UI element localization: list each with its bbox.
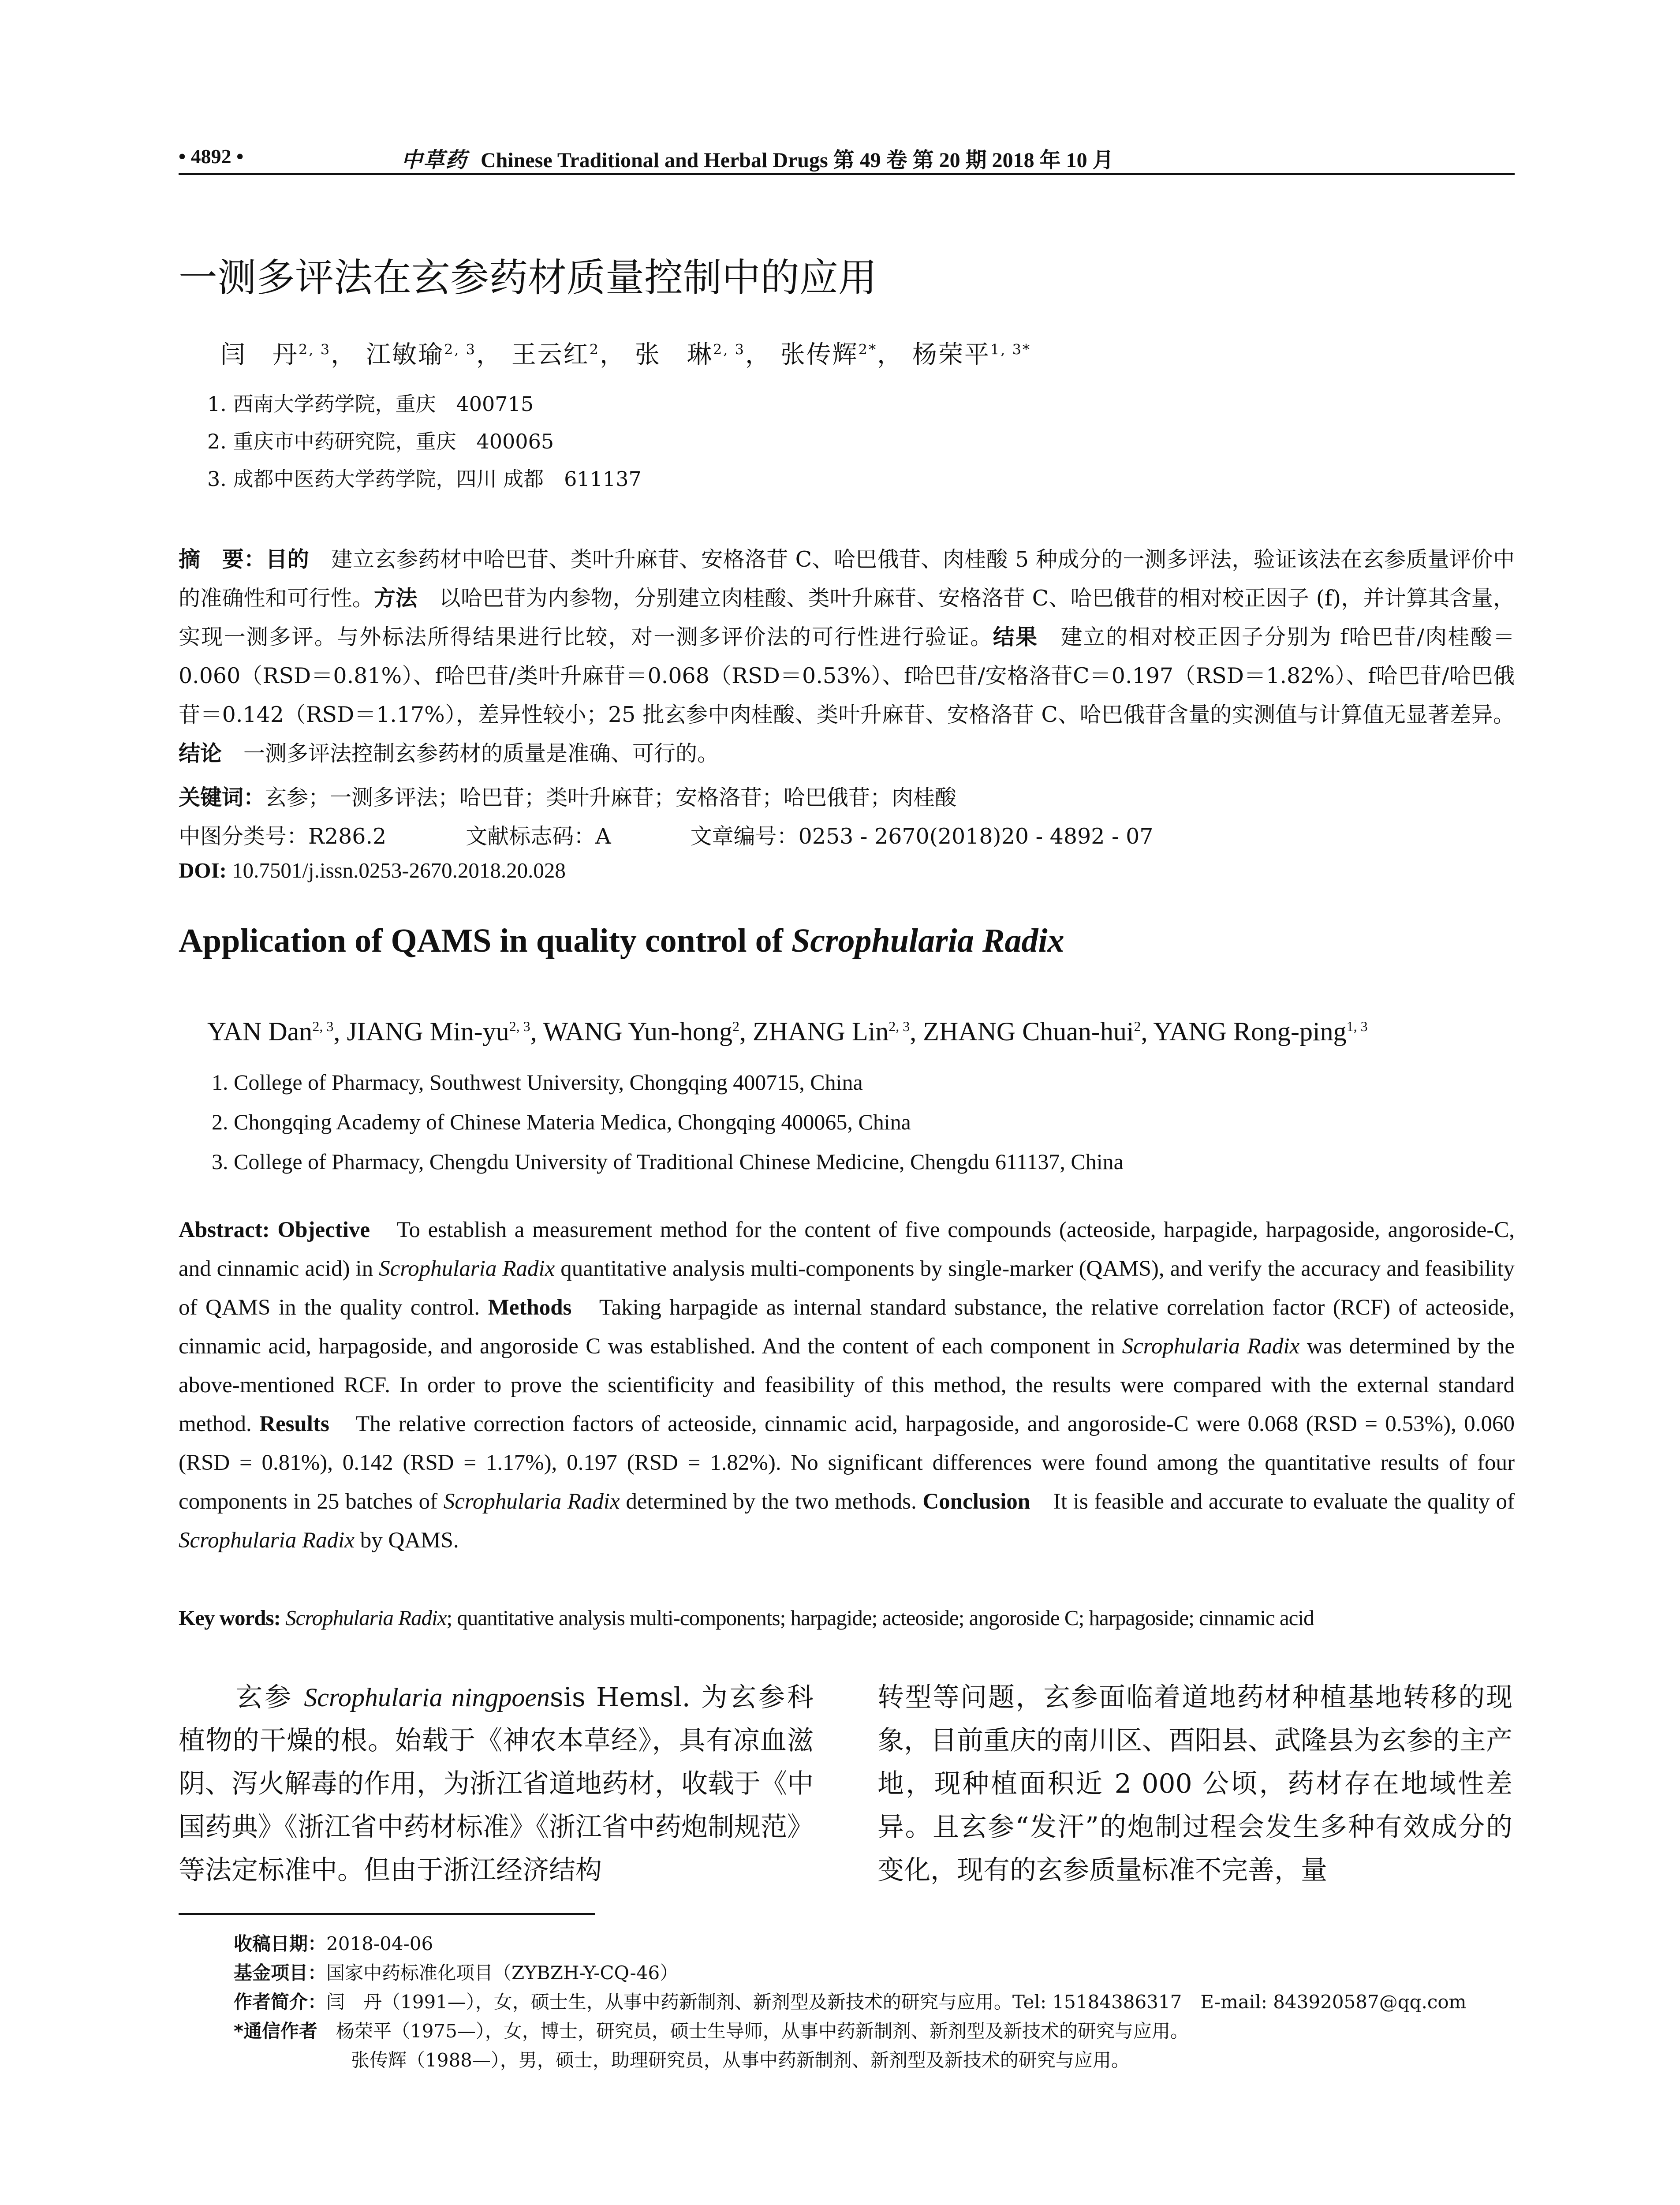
author-affiliation-mark: 1, 3 [1346,1018,1368,1034]
keywords-label: 关键词： [179,785,265,810]
journal-logo: 中草药 [401,148,468,172]
header-rule [179,173,1515,175]
english-title [179,922,1064,960]
footnote-value: 2018-04-06 [326,1933,433,1955]
results-text: 建立的相对校正因子分别为 f哈巴苷/肉桂酸＝0.060（RSD＝0.81%）、f哈巴苷/类叶升麻苷＝0.068（RSD＝0.53%）、f哈巴苷/安格洛苷C＝0.197（RSD＝1.82%）、f哈巴苷/哈巴俄苷＝0.142（RSD＝1.17%），差异性较小；25 批玄参中肉桂酸、类叶升麻苷、安格洛苷 C、哈巴俄苷含量的实测值与计算值无显著差异。 [179,624,1515,727]
body-column-right [877,1676,1512,1892]
page-number: • 4892 • [179,145,244,168]
clc-label: 中图分类号： [179,824,309,849]
author-name: 杨荣平 [912,340,990,369]
journal-info-line [401,143,1114,173]
english-keywords [179,1605,1515,1630]
article-no-value: 0253 - 2670(2018)20 - 4892 - 07 [798,824,1154,849]
author-affiliation-mark: 2, 3 [299,341,331,358]
author-name: YAN Dan [207,1017,313,1046]
author-name: 张 琳 [635,340,713,369]
objective-text: 建立玄参药材中哈巴苷、类叶升麻苷、安格洛苷 C、哈巴俄苷、肉桂酸 5 种成分的一测多评法，验证该法在玄参质量评价中的准确性和可行性。 [179,547,1515,611]
chinese-title: 一测多评法在玄参药材质量控制中的应用 [179,255,877,300]
chinese-affiliation: 3. 成都中医药大学药学院，四川 成都 611137 [207,467,642,491]
footnote-label: 基金项目： [234,1962,327,1984]
keywords-text: ; quantitative analysis multi-components; harpagide; acteoside; angoroside C; harpagoside; cinnamic acid [446,1606,1314,1630]
author-affiliation-mark: 2 [589,341,600,358]
article-no-label: 文章编号： [690,824,799,849]
footnote-value: 国家中药标准化项目（ZYBZH-Y-CQ-46） [326,1962,679,1984]
abstract-label: 摘 要： [179,547,266,572]
footnote-label: *通信作者 [234,2020,317,2042]
author-name: ZHANG Chuan-hui [923,1017,1134,1046]
species-name: Scrophularia Radix [179,1528,355,1553]
english-abstract [179,1211,1515,1560]
footnote-rule [179,1913,595,1915]
author-name: WANG Yun-hong [543,1017,732,1046]
author-name: YANG Rong-ping [1153,1017,1347,1046]
methods-text: 以哈巴苷为内参物，分别建立肉桂酸、类叶升麻苷、安格洛苷 C、哈巴俄苷的相对校正因子 (f)，并计算其含量，实现一测多评。与外标法所得结果进行比较，对一测多评价法的可行性进行验证。 [179,586,1515,650]
english-author-list: YAN Dan$^{2, 3}$, JIANG Min-yu$^{2, 3}$, WANG Yun-hong$^2$, ZHANG Lin$^{2, 3}$, ZHANG Chuan-hui$^2$, YANG Rong-ping$^{1, 3}$ [207,1017,1368,1046]
footnote-corresponding-2: 张传辉（1988—），男，硕士，助理研究员，从事中药新制剂、新剂型及新技术的研究与应用。 [351,2049,1130,2071]
author-affiliation-mark: 2, 3 [889,1018,910,1034]
conclusion-text: It is feasible and accurate to evaluate the quality of [1030,1489,1515,1514]
author-affiliation-mark: 2, 3 [713,341,745,358]
author-affiliation-mark: 2 [732,1018,739,1034]
english-affiliation: 2. Chongqing Academy of Chinese Materia Medica, Chongqing 400065, China [212,1110,911,1134]
body-text-cont: sis Hemsl. 为玄参科植物的干燥的根。始载于《神农本草经》，具有凉血滋阴、泻火解毒的作用，为浙江省道地药材，收载于《中国药典》《浙江省中药材标准》《浙江省中药炮制规范》等法定标准中。但由于浙江经济结构 [179,1682,814,1886]
author-name: 闫 丹 [220,340,299,369]
conclusion-label: 结论 [179,741,222,766]
doi-value: 10.7501/j.issn.0253-2670.2018.20.028 [226,858,566,882]
keyword-species: Scrophularia Radix [280,1606,447,1630]
author-affiliation-mark: 2* [858,341,877,358]
author-affiliation-mark: 2, 3 [312,1018,334,1034]
doccode-value: A [595,824,611,849]
author-name: JIANG Min-yu [347,1017,509,1046]
objective-text-cont: quantitative analysis multi-components by single-marker (QAMS), and verify the accuracy and feasibility of QAMS in the quality control. [179,1256,1515,1320]
chinese-abstract [179,540,1515,773]
methods-text-cont: was determined by the above-mentioned RCF. In order to prove the scientificity and feasibility of this method, the results were compared with the external standard method. [179,1334,1515,1436]
english-title-species: Scrophularia Radix [791,922,1064,959]
author-name: 张传辉 [780,340,859,369]
methods-text: Taking harpagide as internal standard substance, the relative correlation factor (RCF) of acteoside, cinnamic acid, harpagoside, and angoroside C was established. And the content of each component in [179,1295,1515,1359]
methods-label: 方法 [374,586,418,611]
doccode-label: 文献标志码： [466,824,596,849]
conclusion-text-cont: by QAMS. [355,1528,459,1553]
author-name: 江敏瑜 [366,340,444,369]
english-affiliation: 1. College of Pharmacy, Southwest University, Chongqing 400715, China [212,1070,863,1095]
footnote-received [234,1929,1521,1958]
footnote-label: 收稿日期： [234,1933,327,1955]
keywords-label: Key words: [179,1606,280,1630]
results-text: The relative correction factors of acteoside, cinnamic acid, harpagoside, and angoroside-C were 0.068 (RSD = 0.53%), 0.060 (RSD = 0.81%), 0.142 (RSD = 1.17%), 0.197 (RSD = 1.82%). No significant differences were found among the quantitative results of four components in 25 batches of [179,1412,1515,1514]
english-title-text: Application of QAMS in quality control of [179,922,791,959]
keywords-text: 玄参；一测多评法；哈巴苷；类叶升麻苷；安格洛苷；哈巴俄苷；肉桂酸 [265,785,957,810]
author-affiliation-mark: 2, 3 [444,341,476,358]
doi-line [179,858,566,883]
footnote-value: 闫 丹（1991—），女，硕士生，从事中药新制剂、新剂型及新技术的研究与应用。Tel: 15184386317 E-mail: 843920587@qq.com [326,1991,1467,2013]
abstract-objective-label: Abstract: Objective [179,1218,370,1242]
journal-info: Chinese Traditional and Herbal Drugs 第 49 卷 第 20 期 2018 年 10 月 [481,149,1114,172]
results-label: Results [259,1412,329,1436]
author-affiliation-mark: 2 [1134,1018,1141,1034]
chinese-author-list: 闫 丹$^{2, 3}$， 江敏瑜$^{2, 3}$， 王云红$^2$， 张 琳$^{2, 3}$， 张传辉$^{2*}$， 杨荣平$^{1, 3*}$ [220,340,1031,369]
author-name: 王云红 [511,340,590,369]
species-name: Scrophularia Radix [379,1256,555,1281]
clc-value: R286.2 [308,824,387,849]
footnotes [234,1929,1521,2075]
results-label: 结果 [993,624,1038,650]
classification-line [179,819,1153,850]
objective-label: 目的 [265,547,310,572]
species-name: Scrophularia ningpoen [304,1683,550,1712]
footnote-value: 杨荣平（1975—），女，博士，研究员，硕士生导师，从事中药新制剂、新剂型及新技术的研究与应用。 [317,2020,1189,2042]
chinese-keywords [179,781,956,811]
english-affiliation: 3. College of Pharmacy, Chengdu University of Traditional Chinese Medicine, Chengdu 611137, China [212,1149,1124,1174]
body-text: 玄参 [236,1682,304,1713]
chinese-affiliation: 1. 西南大学药学院，重庆 400715 [207,392,534,416]
footnote-fund [234,1958,1521,1988]
footnote-corresponding [234,2017,1521,2046]
running-header [179,140,1515,176]
author-affiliation-mark: 1, 3* [990,341,1031,358]
conclusion-text: 一测多评法控制玄参药材的质量是准确、可行的。 [222,741,719,766]
footnote-label: 作者简介： [234,1991,327,2013]
chinese-affiliation: 2. 重庆市中药研究院，重庆 400065 [207,430,554,453]
footnote-bio [234,1988,1521,2017]
objective-text: To establish a measurement method for the content of five compounds (acteoside, harpagide, harpagoside, angoroside-C, and cinnamic acid) in [179,1218,1515,1281]
species-name: Scrophularia Radix [1122,1334,1300,1359]
results-text-cont: determined by the two methods. [620,1489,923,1514]
conclusion-label: Conclusion [922,1489,1030,1514]
species-name: Scrophularia Radix [443,1489,620,1514]
body-text: 转型等问题，玄参面临着道地药材种植基地转移的现象，目前重庆的南川区、酉阳县、武隆县为玄参的主产地，现种植面积近 2 000 公顷，药材存在地域性差异。且玄参“发汗”的炮制过程会发生多种有效成分的变化，现有的玄参质量标准不完善，量 [877,1682,1512,1886]
body-column-left [179,1676,814,1892]
doi-label: DOI: [179,858,227,882]
methods-label: Methods [488,1295,572,1320]
author-affiliation-mark: 2, 3 [509,1018,530,1034]
author-name: ZHANG Lin [752,1017,889,1046]
